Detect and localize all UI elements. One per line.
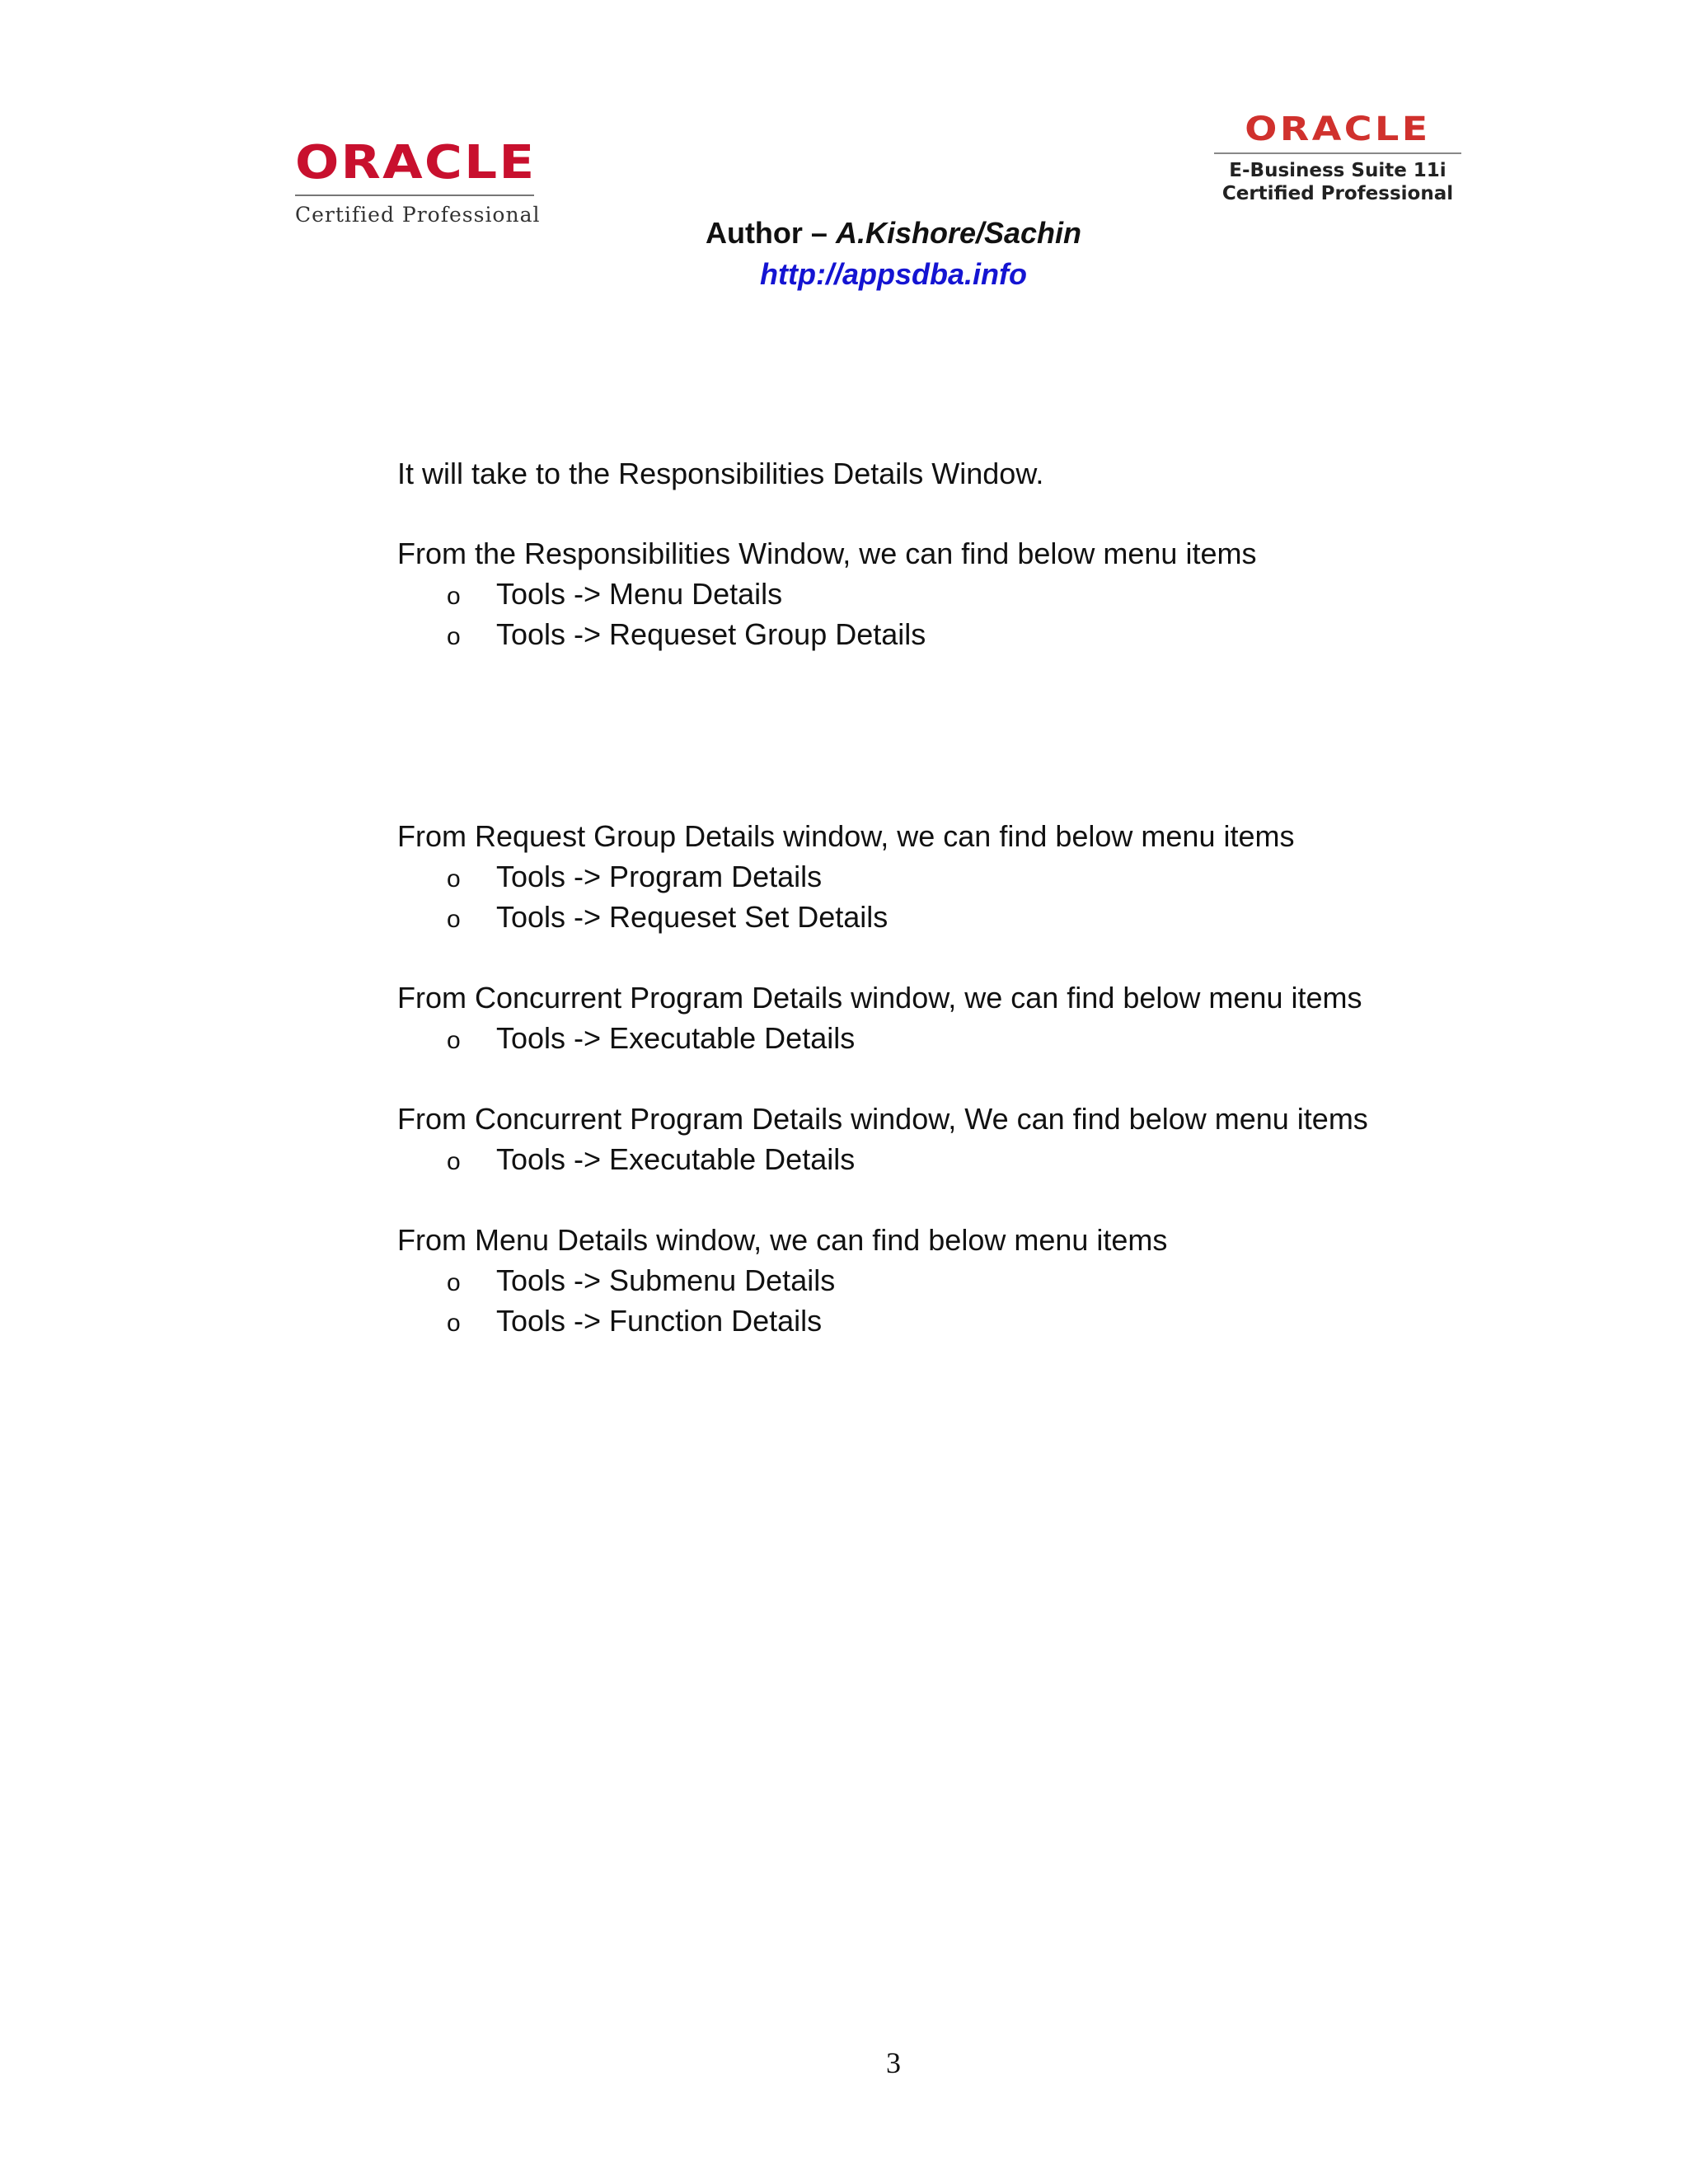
list-item-text: Tools -> Executable Details bbox=[496, 1021, 856, 1055]
list-item-text: Tools -> Requeset Group Details bbox=[496, 617, 926, 651]
logo-divider bbox=[295, 194, 534, 196]
bullet-marker: o bbox=[447, 1148, 461, 1175]
author-line bbox=[0, 216, 1688, 251]
author-url-link[interactable]: http://appsdba.info bbox=[760, 257, 1027, 291]
bullet-marker: o bbox=[447, 623, 461, 650]
list-item bbox=[447, 614, 926, 654]
section-heading: From Concurrent Program Details window, We can find below menu items bbox=[397, 1102, 1368, 1136]
list-item-text: Tools -> Menu Details bbox=[496, 577, 783, 611]
list-item bbox=[447, 1139, 855, 1179]
list-item bbox=[447, 897, 888, 937]
page-number: 3 bbox=[886, 2046, 901, 2079]
section-heading: From Menu Details window, we can find below menu items bbox=[397, 1223, 1168, 1257]
author-label: Author – bbox=[705, 216, 836, 250]
section-heading: From Request Group Details window, we can find below menu items bbox=[397, 819, 1295, 853]
list-item-text: Tools -> Executable Details bbox=[496, 1142, 856, 1176]
bullet-marker: o bbox=[447, 906, 461, 933]
list-item bbox=[447, 1301, 822, 1341]
list-item-text: Tools -> Program Details bbox=[496, 860, 823, 893]
list-item bbox=[447, 856, 822, 897]
oracle-ebs-certified-logo bbox=[1210, 111, 1465, 205]
oracle-certified-professional-logo bbox=[295, 136, 551, 227]
list-item-text: Tools -> Submenu Details bbox=[496, 1263, 836, 1297]
list-item-text: Tools -> Requeset Set Details bbox=[496, 900, 889, 934]
list-item bbox=[447, 574, 782, 614]
bullet-marker: o bbox=[447, 583, 461, 610]
bullet-marker: o bbox=[447, 1310, 461, 1337]
list-item bbox=[447, 1260, 835, 1301]
oracle-wordmark: ORACLE bbox=[295, 136, 537, 190]
list-item-text: Tools -> Function Details bbox=[496, 1304, 823, 1338]
author-name: A.Kishore/Sachin bbox=[835, 216, 1082, 250]
oracle-wordmark-right: ORACLE bbox=[1245, 110, 1431, 148]
logo-right-line1: E-Business Suite 11i bbox=[1229, 160, 1447, 181]
logo-subtitle: Certified Professional bbox=[295, 203, 541, 227]
logo-right-divider bbox=[1214, 152, 1461, 154]
intro-paragraph: It will take to the Responsibilities Details Window. bbox=[397, 457, 1044, 490]
bullet-marker: o bbox=[447, 865, 461, 893]
bullet-marker: o bbox=[447, 1027, 461, 1054]
section-heading: From the Responsibilities Window, we can find below menu items bbox=[397, 537, 1257, 570]
bullet-marker: o bbox=[447, 1269, 461, 1296]
list-item bbox=[447, 1018, 855, 1058]
section-heading: From Concurrent Program Details window, we can find below menu items bbox=[397, 981, 1362, 1015]
logo-right-line2: Certified Professional bbox=[1221, 183, 1454, 204]
